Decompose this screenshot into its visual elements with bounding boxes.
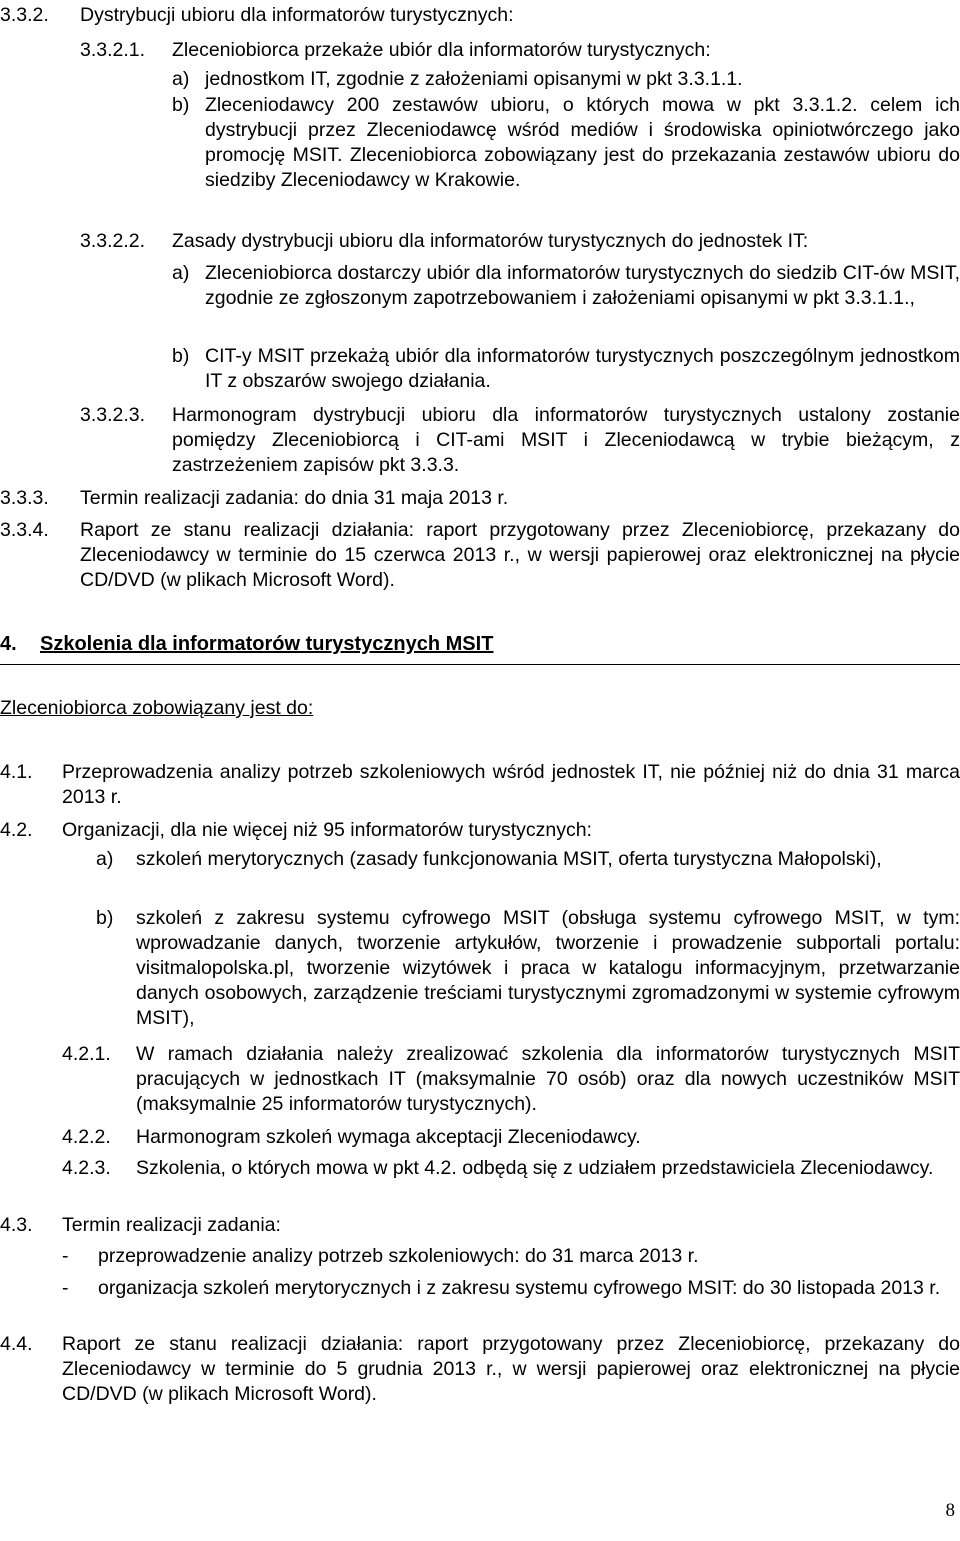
section-number: 3.3.2.3. [80,404,146,426]
list-marker: b) [172,94,190,116]
section-number: 4.2.2. [62,1126,111,1148]
heading-number: 4. [0,633,17,655]
section-text: Raport ze stanu realizacji działania: raport przygotowany przez Zleceniobiorcę, przekazany do Zleceniodawcy w terminie do 15 czerwca 2013 r., w wersji papierowej oraz elektronicznej na płycie CD/DVD (w plikach Microsoft Word). [80,519,960,591]
section-number: 4.2.3. [62,1157,111,1179]
section-4-2-3 [62,1156,960,1181]
section-3-3-2-3 [80,403,960,478]
section-text: Szkolenia, o których mowa w pkt 4.2. odbędą się z udziałem przedstawiciela Zleceniodawcy. [136,1157,934,1179]
section-4-heading [0,630,960,665]
dash-marker: - [62,1277,69,1299]
list-marker: a) [172,262,190,284]
section-text: Dystrybucji ubioru dla informatorów turystycznych: [80,4,514,26]
section-4-1 [0,760,960,810]
section-4-2-1 [62,1042,960,1117]
section-4-4 [0,1332,960,1407]
section-3-3-3 [0,486,960,511]
section-3-3-4 [0,518,960,593]
list-text: jednostkom IT, zgodnie z założeniami opisanymi w pkt 3.3.1.1. [205,68,743,90]
section-number: 3.3.2. [0,4,49,26]
section-3-3-2 [0,3,960,28]
section-text: Przeprowadzenia analizy potrzeb szkoleniowych wśród jednostek IT, nie później niż do dnia 31 marca 2013 r. [62,761,960,808]
dash-text: przeprowadzenie analizy potrzeb szkoleniowych: do 31 marca 2013 r. [98,1245,699,1267]
list-item-b [172,344,960,394]
section-number: 4.2. [0,819,33,841]
section-number: 4.2.1. [62,1043,111,1065]
section-text: Zleceniobiorca przekaże ubiór dla informatorów turystycznych: [172,39,711,61]
list-marker: b) [172,345,190,367]
list-item-b [96,906,960,1031]
section-text: Organizacji, dla nie więcej niż 95 informatorów turystycznych: [62,819,592,841]
section-number: 3.3.2.1. [80,39,146,61]
list-text: CIT-y MSIT przekażą ubiór dla informatorów turystycznych poszczególnym jednostkom IT z obszarów swojego działania. [205,345,960,392]
list-item-a [172,67,960,92]
heading-text: Szkolenia dla informatorów turystycznych MSIT [40,633,494,655]
section-3-3-2-2 [80,229,960,254]
list-text: szkoleń merytorycznych (zasady funkcjonowania MSIT, oferta turystyczna Małopolski), [136,848,882,870]
section-4-2-2 [62,1125,960,1150]
page-number: 8 [945,1500,955,1521]
section-text: Harmonogram szkoleń wymaga akceptacji Zleceniodawcy. [136,1126,641,1148]
list-marker: b) [96,907,114,929]
dash-item [62,1276,960,1301]
list-text: Zleceniodawcy 200 zestawów ubioru, o których mowa w pkt 3.3.1.2. celem ich dystrybucji przez Zleceniodawcę wśród mediów i środowiska opiniotwórczego jako promocję MSIT. Zleceniobiorca zobowiązany jest do przekazania zestawów ubioru do siedziby Zleceniodawcy w Krakowie. [205,94,960,191]
dash-text: organizacja szkoleń merytorycznych i z zakresu systemu cyfrowego MSIT: do 30 listopada 2013 r. [98,1277,941,1299]
section-number: 3.3.4. [0,519,49,541]
subheading: Zleceniobiorca zobowiązany jest do: [0,697,314,719]
list-item-b [172,93,960,193]
section-text: Termin realizacji zadania: [62,1214,281,1236]
section-text: W ramach działania należy zrealizować szkolenia dla informatorów turystycznych MSIT pracujących w jednostkach IT (maksymalnie 70 osób) oraz dla nowych uczestników MSIT (maksymalnie 25 informatorów turystycznych). [136,1043,960,1115]
section-3-3-2-1 [80,38,960,63]
section-number: 3.3.2.2. [80,230,146,252]
list-item-a [96,847,960,872]
section-number: 4.1. [0,761,33,783]
dash-marker: - [62,1245,69,1267]
section-number: 4.3. [0,1214,33,1236]
section-4-2 [0,818,960,843]
section-text: Termin realizacji zadania: do dnia 31 maja 2013 r. [80,487,509,509]
list-text: szkoleń z zakresu systemu cyfrowego MSIT (obsługa systemu cyfrowego MSIT, w tym: wprowadzanie danych, tworzenie artykułów, tworzenie i prowadzenie subportali portalu: visitmalopolska.pl, tworzenie wizytówek i praca w katalogu informacyjnym, przetwarzanie danych osobowych, zarządzenie treściami turystycznymi zgromadzonymi w systemie cyfrowym MSIT), [136,907,960,1029]
section-text: Zasady dystrybucji ubioru dla informatorów turystycznych do jednostek IT: [172,230,809,252]
section-number: 4.4. [0,1333,33,1355]
list-item-a [172,261,960,311]
section-number: 3.3.3. [0,487,49,509]
dash-item [62,1244,960,1269]
section-4-3 [0,1213,960,1238]
list-marker: a) [96,848,114,870]
section-text: Harmonogram dystrybucji ubioru dla informatorów turystycznych ustalony zostanie pomiędzy Zleceniobiorcą i CIT-ami MSIT i Zleceniodawcą w trybie bieżącym, z zastrzeżeniem zapisów pkt 3.3.3. [172,404,960,476]
section-text: Raport ze stanu realizacji działania: raport przygotowany przez Zleceniobiorcę, przekazany do Zleceniodawcy w terminie do 5 grudnia 2013 r., w wersji papierowej oraz elektronicznej na płycie CD/DVD (w plikach Microsoft Word). [62,1333,960,1405]
list-marker: a) [172,68,190,90]
list-text: Zleceniobiorca dostarczy ubiór dla informatorów turystycznych do siedzib CIT-ów MSIT, zgodnie ze zgłoszonym zapotrzebowaniem i założeniami opisanymi w pkt 3.3.1.1., [205,262,960,309]
